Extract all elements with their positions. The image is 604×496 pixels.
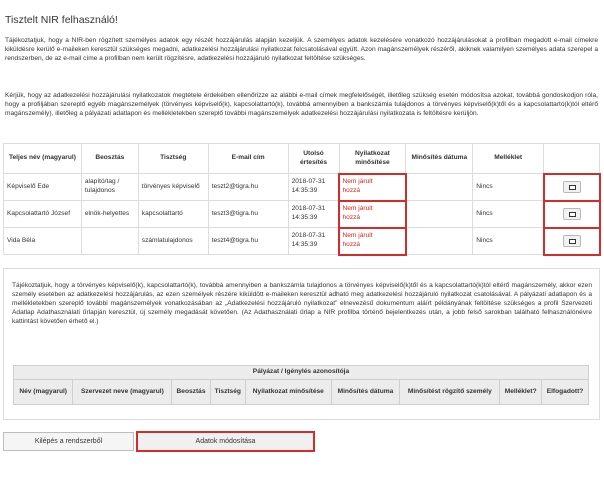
col-header-rater: Minősítést rögzítő személy xyxy=(400,380,500,405)
cell-action xyxy=(544,174,600,201)
col-header-attachment: Melléklet xyxy=(473,144,544,174)
send-email-button[interactable] xyxy=(563,208,581,220)
col-header-name: Teljes név (magyarul) xyxy=(4,144,82,174)
notice-time: 14:35:39 xyxy=(291,187,318,194)
table-row xyxy=(4,174,600,201)
consent-table xyxy=(3,143,600,255)
col-header-office: Tisztség xyxy=(138,144,208,174)
save-changes-button[interactable]: Adatok módosítása xyxy=(137,432,314,451)
col-header-position: Beosztás xyxy=(172,380,210,405)
status-line1: Nem járult xyxy=(342,232,373,240)
col-header-email: E-mail cím xyxy=(208,144,288,174)
cell-office: kapcsolattartó xyxy=(138,201,208,228)
col-header-office: Tisztség xyxy=(210,380,245,405)
cell-attachment: Nincs xyxy=(473,174,544,201)
col-header-name: Név (magyarul) xyxy=(14,380,73,405)
status-line2: hozzá xyxy=(342,187,361,194)
col-header-rating-date: Minősítés dátuma xyxy=(331,380,399,405)
notice-paragraph: Kérjük, hogy az adatkezelési hozzájárulási nyilatkozatok megtétele érdekében ellenőrizze az alábbi e-mail címek megfelelőségét, illetőleg szükség esetén módosítsa azokat, továbbá gondoskodjon róla, hogy a profiljában szereplő egyéb magánszemélyek (törvényes képviselő(k), kapcsolattartó(k), továbbá amennyiben a bankszámla tulajdonos a törvényes képviselő(k)től és a kapcsolattartó(k)tól eltérő magánszemély), illetőleg a pályázati adatlapon és mellékletekben szereplő további magánszemélyek adatkezelési hozzájárulási nyilatkozata is feltöltésre kerüljön. xyxy=(5,92,598,117)
cell-status xyxy=(339,201,406,228)
cell-position: alapító/tag / tulajdonos xyxy=(81,174,138,201)
cell-office: számlatulajdonos xyxy=(138,228,208,255)
table-row xyxy=(4,201,600,228)
col-header-accepted: Elfogadott? xyxy=(542,380,589,405)
cell-position: elnök-helyettes xyxy=(81,201,138,228)
col-header-last-notice: Utolsó értesítés xyxy=(288,144,339,174)
cell-name: Vida Béla xyxy=(4,228,82,255)
intro-paragraph: Tájékoztatjuk, hogy a NIR-ben rögzített személyes adatok egy részét hozzájárulás alapján kezeljük. A személyes adatok kezelésére vonatkozó hozzájárulásokat a profilban megadott e-mail címekre kiküldésre kerülő e-maileken keresztül szükséges megadni, adatkezelési hozzájárulási nyilatkozat felcsatolásával együtt. Azon magánszemélyek részéről, akiknek valamilyen személyes adata szerepel a rendszerben, de az e-mail címe a profilban nem került rögzítésre, adatkezelési hozzájáruló nyilatkozat feltöltése szükséges. xyxy=(5,37,598,62)
cell-rating-date xyxy=(406,228,473,255)
col-header-organization: Szervezet neve (magyarul) xyxy=(73,380,172,405)
cell-last-notice xyxy=(288,174,339,201)
send-email-button[interactable] xyxy=(563,181,581,193)
cell-action xyxy=(544,228,600,255)
applications-header xyxy=(14,380,589,405)
cell-position xyxy=(81,228,138,255)
cell-attachment: Nincs xyxy=(473,201,544,228)
cell-email: teszt2@tigra.hu xyxy=(208,174,288,201)
applications-table xyxy=(13,365,589,405)
cell-name: Kapcsolattartó József xyxy=(4,201,82,228)
col-header-attachment: Melléklet? xyxy=(500,380,542,405)
table-row xyxy=(4,228,600,255)
col-header-rating-date: Minősítés dátuma xyxy=(406,144,473,174)
col-header-action xyxy=(544,144,600,174)
col-header-statement-rating: Nyilatkozat minősítése xyxy=(339,144,406,174)
cell-status xyxy=(339,174,406,201)
status-line1: Nem járult xyxy=(342,178,373,186)
notice-time: 14:35:39 xyxy=(291,241,318,248)
status-line2: hozzá xyxy=(342,214,361,221)
status-line1: Nem járult xyxy=(342,205,373,213)
send-email-button[interactable] xyxy=(563,235,581,247)
cell-name: Képviselő Ede xyxy=(4,174,82,201)
cell-rating-date xyxy=(406,174,473,201)
cell-last-notice xyxy=(288,201,339,228)
page-title: Tisztelt NIR felhasználó! xyxy=(5,14,118,26)
cell-email: teszt3@tigra.hu xyxy=(208,201,288,228)
notice-date: 2018-07-31 xyxy=(291,205,326,213)
cell-action xyxy=(544,201,600,228)
col-header-position: Beosztás xyxy=(81,144,138,174)
logout-button[interactable]: Kilépés a rendszerből xyxy=(3,432,134,451)
info-paragraph: Tájékoztatjuk, hogy a törvényes képviselő(k), kapcsolattartó(k), továbbá amennyiben a bankszámla tulajdonos a törvényes képviselő(k)től és a kapcsolattartó(k)tól eltérő magánszemély, akkor ezen személy esetében az adatkezelési hozzájárulás, az ezen személyek részére kiküldött e-maileken keresztül adható meg adatkezelési hozzájáruló nyilatkozat csatolásával. A pályázati adatlapon és a mellékletekben szereplő további magánszemélyek vonatkozásában az „Adatkezelési hozzájáruló nyilatkozat” elnevezésű dokumentum aláírt példányának feltöltése szükséges a profil Szervezeti Adatlap Adathasználati űrlapján keresztül, új személy megadását követően. (Az Adathasználati űrlap a NIR profilba történő bejelentkezés után, a jobb felső sarokban található felhasználónévre kattintást követően érhető el.) xyxy=(12,282,592,325)
notice-time: 14:35:39 xyxy=(291,214,318,221)
cell-email: teszt4@tigra.hu xyxy=(208,228,288,255)
envelope-icon xyxy=(569,185,576,190)
envelope-icon xyxy=(569,239,576,244)
cell-rating-date xyxy=(406,201,473,228)
envelope-icon xyxy=(569,212,576,217)
consent-table-header xyxy=(4,144,600,174)
status-line2: hozzá xyxy=(342,241,361,248)
cell-last-notice xyxy=(288,228,339,255)
col-header-statement-rating: Nyilatkozat minősítése xyxy=(245,380,331,405)
notice-date: 2018-07-31 xyxy=(291,232,326,240)
cell-attachment: Nincs xyxy=(473,228,544,255)
applications-caption: Pályázat / Igénylés azonosítója xyxy=(14,366,589,380)
info-panel xyxy=(3,268,600,420)
notice-date: 2018-07-31 xyxy=(291,178,326,186)
cell-status xyxy=(339,228,406,255)
cell-office: törvényes képviselő xyxy=(138,174,208,201)
